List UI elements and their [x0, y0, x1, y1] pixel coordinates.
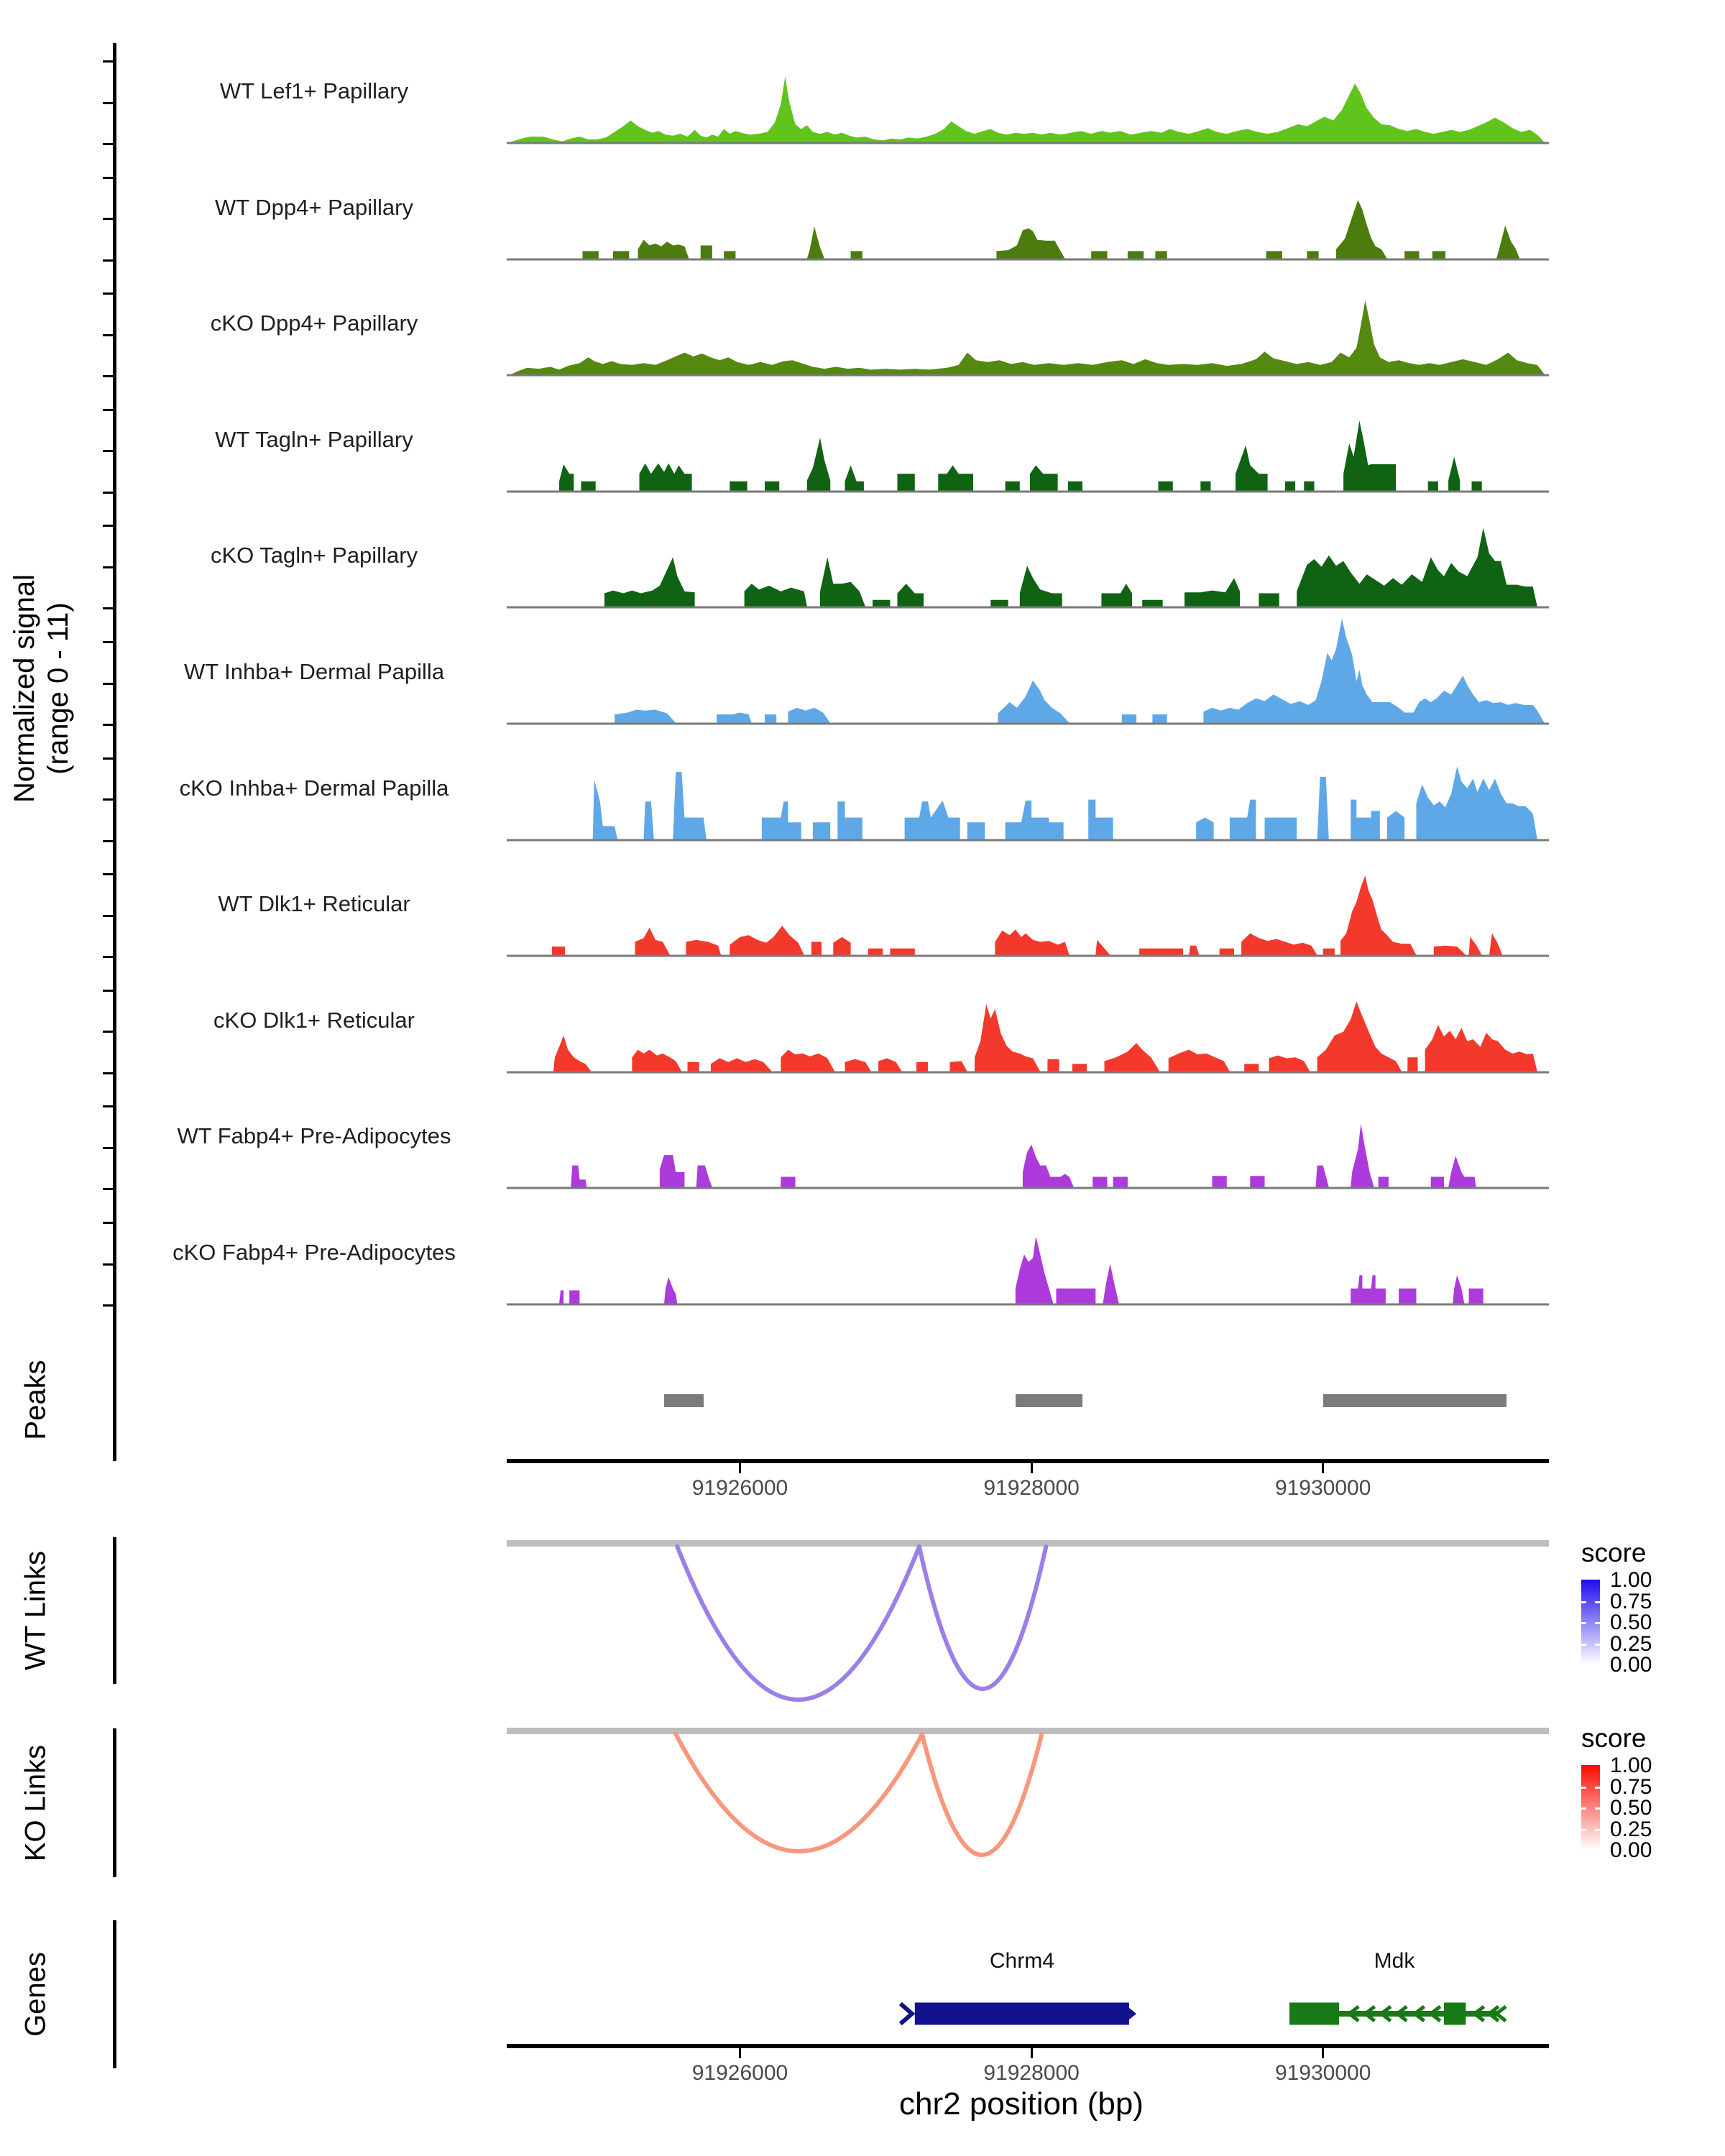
- signal-axis-tick: [103, 1188, 113, 1190]
- signal-axis-tick: [103, 757, 113, 760]
- track-label: WT Fabp4+ Pre-Adipocytes: [177, 1123, 451, 1149]
- signal-axis-tick: [103, 143, 113, 145]
- peak-interval: [1323, 1394, 1507, 1407]
- wt-links-plot: [507, 1540, 1549, 1723]
- genes-axis-tick-label: 91928000: [983, 2061, 1080, 2085]
- coverage-area: [604, 528, 1537, 607]
- peaks-axis-tick-label: 91928000: [983, 1476, 1080, 1500]
- score-legend-title: score: [1581, 1723, 1647, 1753]
- score-legend-gradient-bar: [1581, 1765, 1600, 1850]
- score-legend-label: 1.00: [1610, 1754, 1652, 1777]
- signal-axis-tick: [103, 409, 113, 411]
- score-legend-label: 0.50: [1610, 1796, 1652, 1820]
- genes-axis-tick-label: 91930000: [1274, 2061, 1371, 2085]
- score-legend-bar-tick: [1595, 1787, 1600, 1789]
- gene-strand-arrow-icon: [901, 2004, 912, 2024]
- gene-name-label: Mdk: [1374, 1949, 1415, 1973]
- track-label: cKO Fabp4+ Pre-Adipocytes: [172, 1240, 456, 1265]
- signal-axis-tick: [103, 1304, 113, 1307]
- link-arc: [676, 1734, 922, 1851]
- coverage-track: [507, 615, 1549, 725]
- score-legend-bar-tick: [1581, 1829, 1586, 1831]
- signal-axis-title: [8, 574, 75, 803]
- score-legend-label: 0.00: [1610, 1653, 1652, 1677]
- gene-body-box: [915, 2003, 1129, 2025]
- score-legend-bar-tick: [1595, 1622, 1600, 1624]
- track-label: cKO Dpp4+ Papillary: [210, 310, 418, 336]
- signal-axis-title-line1: Normalized signal: [8, 574, 40, 803]
- coverage-area: [511, 300, 1545, 374]
- score-legend-bar-tick: [1581, 1601, 1586, 1603]
- coverage-track: [507, 151, 1549, 261]
- score-legend-bar-tick: [1581, 1787, 1586, 1789]
- track-label: WT Dpp4+ Papillary: [215, 194, 413, 220]
- signal-axis-tick: [103, 1072, 113, 1074]
- track-label: WT Tagln+ Papillary: [215, 426, 413, 452]
- section-label-ko-links: KO Links: [19, 1744, 52, 1862]
- peaks-axis-tick-label: 91930000: [1274, 1476, 1371, 1500]
- link-arc: [677, 1547, 919, 1700]
- peak-interval: [664, 1394, 704, 1407]
- score-legend-bar-tick: [1595, 1829, 1600, 1831]
- gene-exon-box: [1444, 2003, 1466, 2025]
- signal-axis-tick: [103, 1222, 113, 1224]
- x-axis-title: chr2 position (bp): [899, 2086, 1144, 2122]
- genes-axis-tick-label: 91926000: [691, 2061, 788, 2085]
- signal-axis-tick: [103, 724, 113, 726]
- score-legend-gradient-bar: [1581, 1580, 1600, 1664]
- coverage-track: [507, 267, 1549, 377]
- score-legend-title: score: [1581, 1538, 1647, 1567]
- signal-axis-tick: [103, 641, 113, 643]
- coverage-track: [507, 383, 1549, 493]
- peaks-axis-tick: [1322, 1463, 1324, 1473]
- section-label-genes: Genes: [19, 1952, 52, 2037]
- signal-axis-tick: [103, 873, 113, 875]
- score-legend-bar-tick: [1581, 1622, 1586, 1624]
- score-legend-label: 0.75: [1610, 1589, 1652, 1613]
- gene-end-arrow-icon: [1128, 2007, 1136, 2020]
- gene-name-label: Chrm4: [989, 1949, 1054, 1973]
- peaks-axis-line: [507, 1459, 1549, 1463]
- peaks-axis-tick: [739, 1463, 741, 1473]
- track-label: cKO Tagln+ Papillary: [210, 543, 418, 568]
- signal-axis-tick: [103, 525, 113, 527]
- coverage-track: [507, 1079, 1549, 1189]
- signal-axis-tick: [103, 1105, 113, 1107]
- peaks-bracket-line: [113, 1338, 116, 1461]
- coverage-area: [593, 766, 1537, 839]
- ko-links-bracket-line: [113, 1728, 116, 1877]
- score-legend: [1578, 1538, 1722, 1725]
- score-legend-bar-tick: [1581, 1807, 1586, 1810]
- coverage-track: [507, 34, 1549, 144]
- signal-axis-tick: [103, 840, 113, 842]
- score-legend: [1578, 1723, 1722, 1910]
- track-label: WT Inhba+ Dermal Papilla: [183, 659, 445, 684]
- coverage-track: [507, 847, 1549, 957]
- score-legend-label: 0.00: [1610, 1838, 1652, 1862]
- score-legend-label: 0.25: [1610, 1817, 1652, 1841]
- coverage-area: [510, 77, 1545, 142]
- coverage-track: [507, 732, 1549, 842]
- signal-axis-tick: [103, 492, 113, 494]
- score-legend-bar-tick: [1595, 1601, 1600, 1603]
- peaks-axis-tick: [1031, 1463, 1033, 1473]
- coverage-area: [571, 1124, 1476, 1187]
- track-label: cKO Dlk1+ Reticular: [213, 1007, 415, 1033]
- section-label-wt-links: WT Links: [19, 1551, 52, 1670]
- score-legend-label: 0.25: [1610, 1631, 1652, 1656]
- signal-axis-tick: [103, 177, 113, 179]
- signal-axis-line: [113, 43, 116, 1353]
- coverage-track: [507, 499, 1549, 609]
- genes-bracket-line: [113, 1920, 116, 2068]
- signal-axis-tick: [103, 292, 113, 295]
- gene-exon-box: [1289, 2003, 1339, 2025]
- signal-axis-tick: [103, 956, 113, 958]
- peaks-axis-tick-label: 91926000: [691, 1476, 788, 1500]
- signal-axis-title-line2: (range 0 - 11): [42, 602, 74, 775]
- score-legend-label: 0.50: [1610, 1611, 1652, 1634]
- link-arc: [919, 1547, 1046, 1689]
- track-label: WT Dlk1+ Reticular: [218, 891, 410, 917]
- track-label: WT Lef1+ Papillary: [219, 78, 409, 103]
- coverage-area: [615, 619, 1545, 723]
- signal-axis-tick: [103, 60, 113, 63]
- coverage-area: [559, 1236, 1484, 1304]
- signal-axis-tick: [103, 259, 113, 262]
- coverage-area: [559, 420, 1482, 491]
- coverage-area: [553, 1001, 1537, 1072]
- track-label: cKO Inhba+ Dermal Papilla: [179, 775, 449, 801]
- coverage-area: [583, 200, 1520, 259]
- link-arc: [922, 1734, 1041, 1855]
- score-legend-bar-tick: [1595, 1807, 1600, 1810]
- score-legend-bar-tick: [1595, 1644, 1600, 1646]
- score-legend-bar-tick: [1581, 1644, 1586, 1646]
- links-baseline: [507, 1540, 1549, 1547]
- signal-axis-tick: [103, 607, 113, 609]
- wt-links-bracket-line: [113, 1537, 116, 1684]
- coverage-track: [507, 964, 1549, 1074]
- score-legend-label: 0.75: [1610, 1774, 1652, 1799]
- signal-axis-tick: [103, 375, 113, 377]
- peak-interval: [1016, 1394, 1082, 1407]
- score-legend-label: 1.00: [1610, 1568, 1652, 1592]
- section-label-peaks: Peaks: [19, 1360, 52, 1440]
- signal-axis-tick: [103, 990, 113, 992]
- coverage-track: [507, 1196, 1549, 1306]
- coverage-area: [552, 875, 1502, 955]
- ko-links-plot: [507, 1728, 1549, 1911]
- links-baseline: [507, 1728, 1549, 1734]
